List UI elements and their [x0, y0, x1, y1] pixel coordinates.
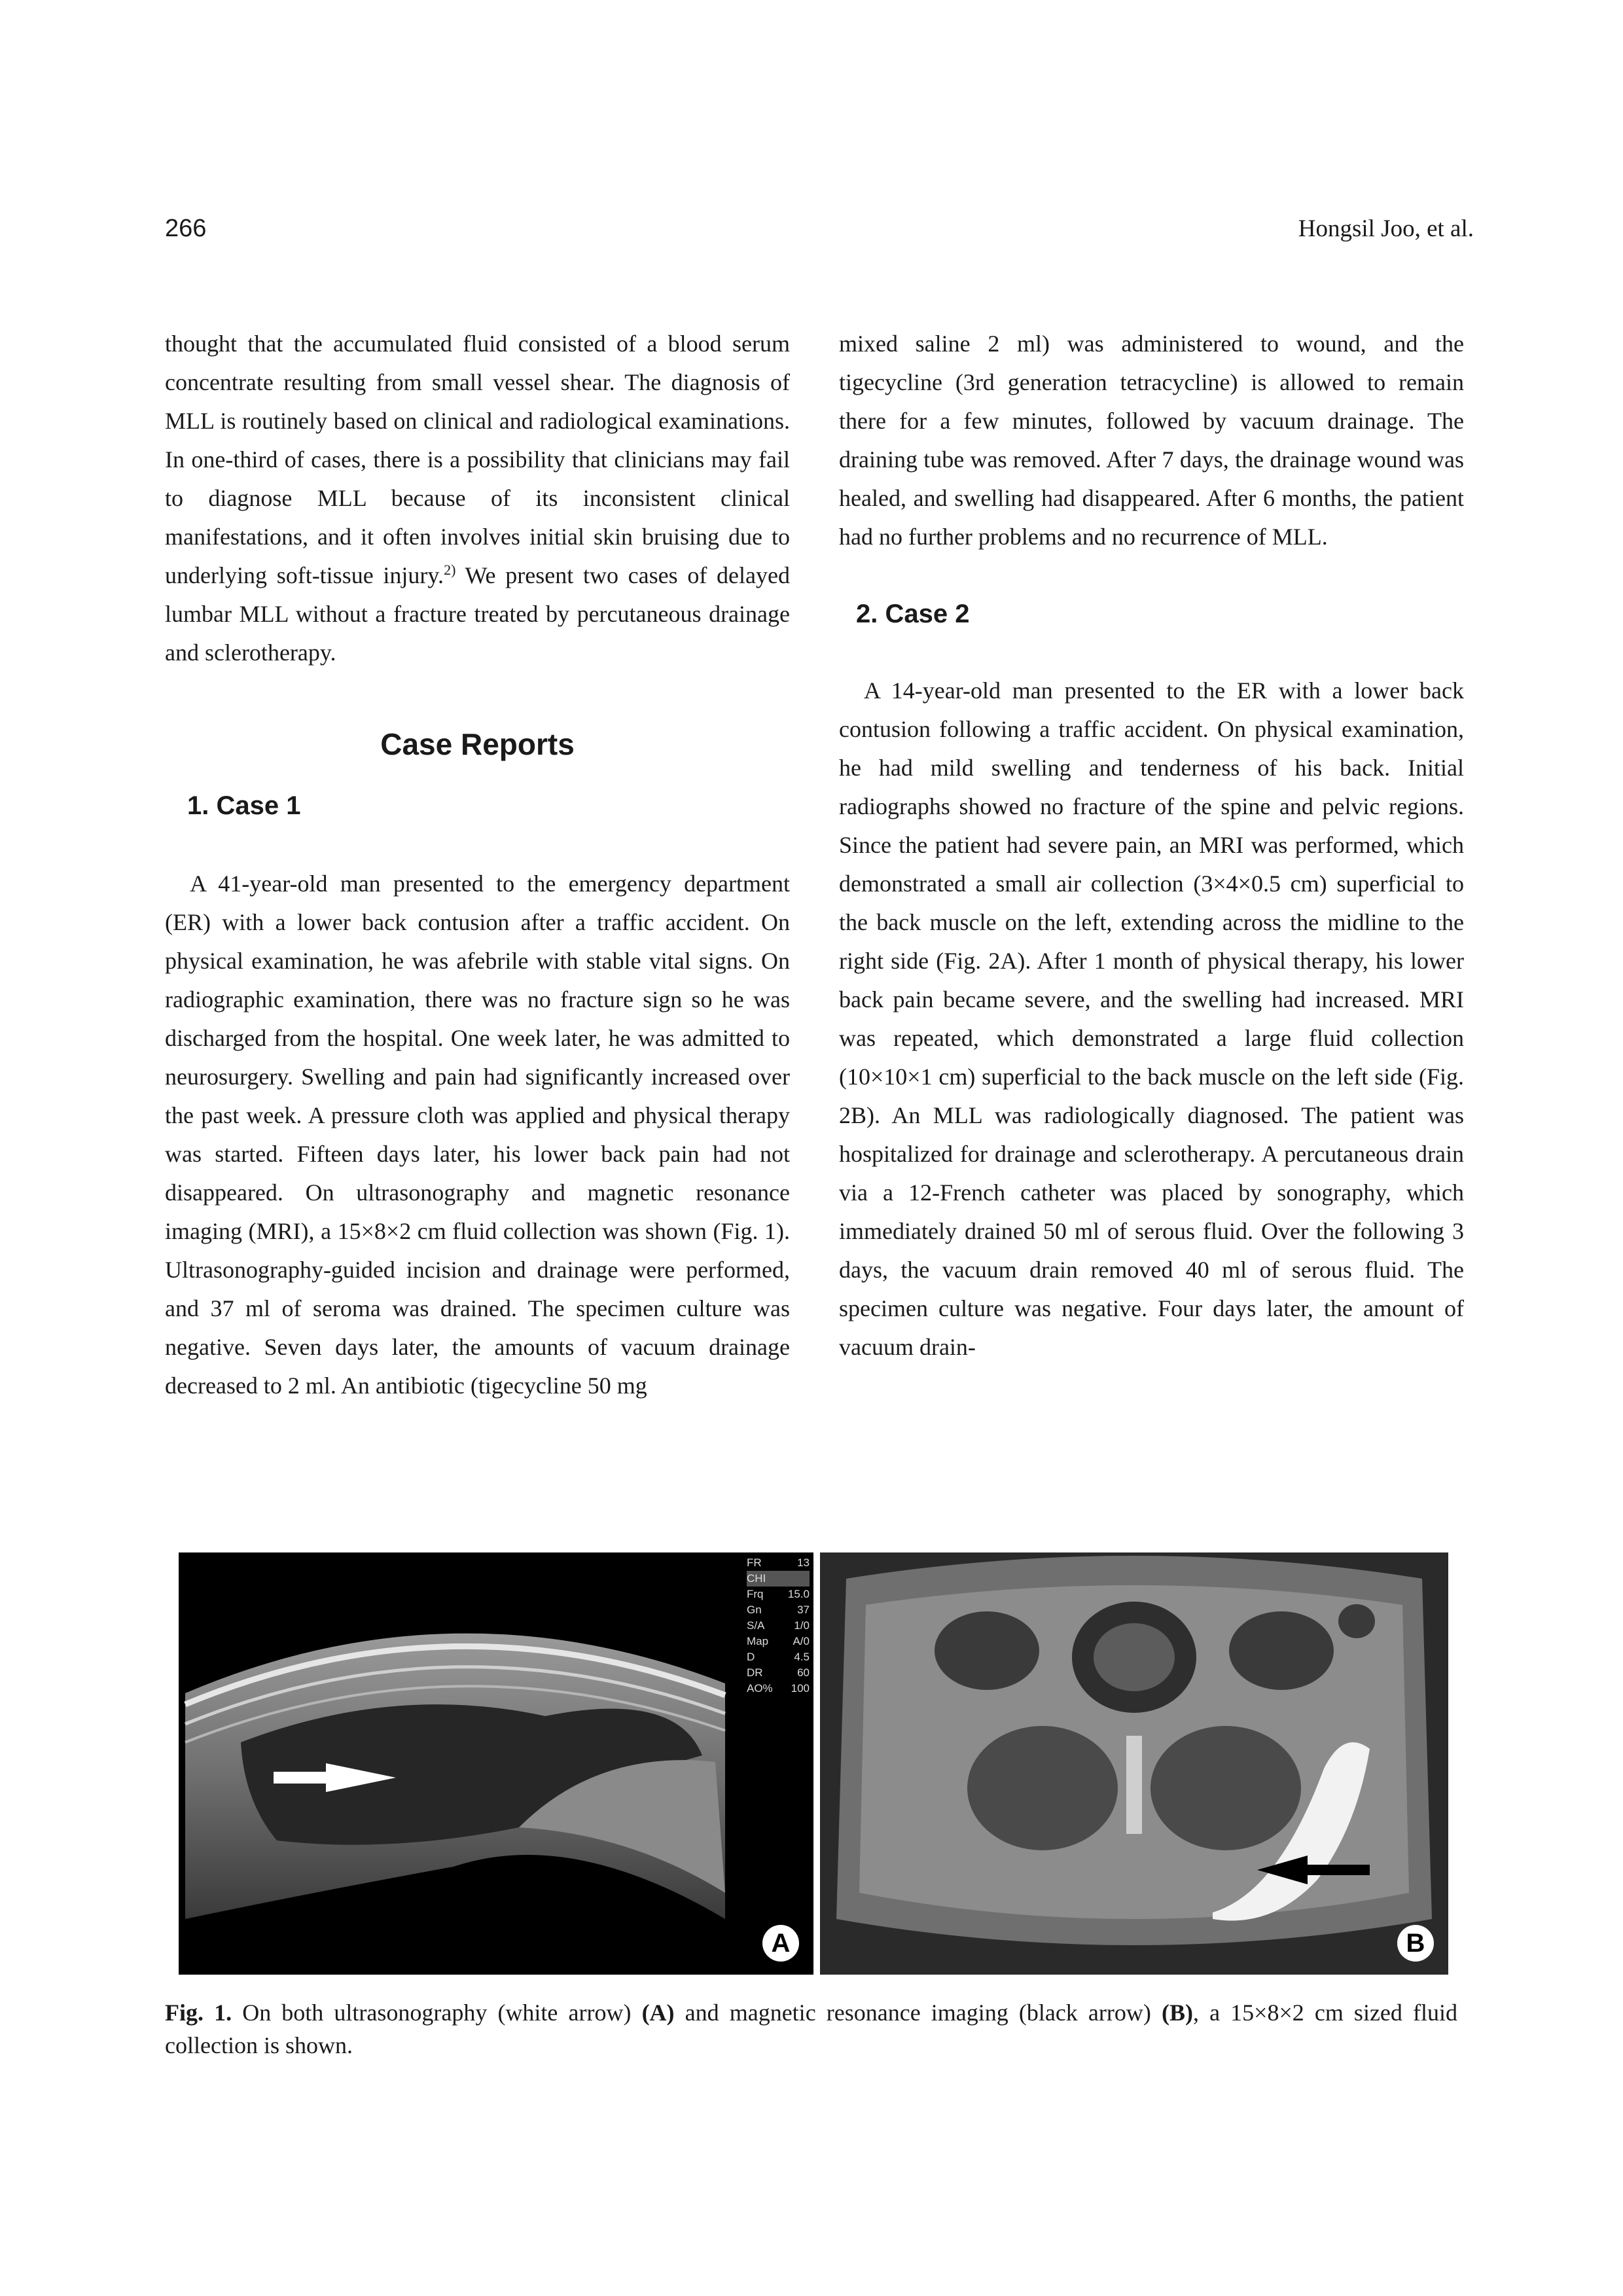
left-column — [165, 325, 790, 1405]
case2-heading: 2. Case 2 — [856, 600, 970, 628]
readout-row: FR 13 — [747, 1556, 810, 1569]
caption-ref-a: (A) — [641, 2000, 675, 2026]
intro-text-tail: We present two cases of delayed lumbar MLL without a fracture treated by percutaneous drainage and sclerotherapy. — [165, 562, 790, 666]
readout-row: DR 60 — [747, 1666, 810, 1679]
readout-row: Map A/0 — [747, 1635, 810, 1647]
mri-image — [820, 1552, 1448, 1975]
intro-text: thought that the accumulated fluid consisted of a blood serum concentrate resulting from small vessel shear. The diagnosis of MLL is routinely based on clinical and radiological examinations. In one-third of cases, there is a possibility that clinicians may fail to diagnose MLL because of its inconsistent clinical manifestations, and it often involves initial skin bruising due to underlying soft-tissue injury. — [165, 331, 790, 588]
mri-illustration — [820, 1552, 1448, 1975]
readout-row: D 4.5 — [747, 1651, 810, 1663]
intro-paragraph — [165, 325, 790, 672]
figure-1 — [179, 1552, 1448, 1975]
intro-reference: 2) — [444, 562, 456, 578]
readout-row: Frq 15.0 — [747, 1588, 810, 1600]
readout-row: S/A 1/0 — [747, 1619, 810, 1632]
running-author: Hongsil Joo, et al. — [1298, 215, 1474, 242]
readout-row: AO% 100 — [747, 1682, 810, 1695]
readout-row: CHI — [747, 1571, 810, 1587]
caption-text-1: On both ultrasonography (white arrow) — [232, 2000, 642, 2026]
readout-row: Gn 37 — [747, 1604, 810, 1616]
caption-ref-b: (B) — [1161, 2000, 1193, 2026]
caption-text-2: and magnetic resonance imaging (black arrow) — [674, 2000, 1162, 2026]
right-column — [839, 325, 1464, 1367]
ultrasound-image — [179, 1552, 813, 1975]
caption-label: Fig. 1. — [165, 2000, 232, 2026]
panel-label-a: A — [762, 1925, 799, 1962]
ultrasound-readout — [747, 1555, 810, 1696]
case2-paragraph: A 14-year-old man presented to the ER with a lower back contusion following a traffic accident. On physical examination, he had mild swelling and tenderness of his back. Initial radiographs showed no fracture of the spine and pelvic regions. Since the patient had severe pain, an MRI was performed, which demonstrated a small air collection (3×4×0.5 cm) superficial to the back muscle on the left, extending across the midline to the right side (Fig. 2A). After 1 month of physical therapy, his lower back pain became severe, and the swelling had increased. MRI was repeated, which demonstrated a large fluid collection (10×10×1 cm) superficial to the back muscle on the left side (Fig. 2B). An MLL was radiologically diagnosed. The patient was hospitalized for drainage and sclerotherapy. A percutaneous drain via a 12-French catheter was placed by sonography, which immediately drained 50 ml of serous fluid. Over the following 3 days, the vacuum drain removed 40 ml of serous fluid. The specimen culture was negative. Four days later, the amount of vacuum drain- — [839, 677, 1464, 1360]
caption-text-3: , a 15×8×2 cm sized fluid collection is shown. — [165, 2000, 1457, 2058]
section-title: Case Reports — [380, 727, 575, 761]
panel-label-b: B — [1397, 1925, 1434, 1962]
case1-heading: 1. Case 1 — [187, 791, 301, 820]
case1-paragraph: A 41-year-old man presented to the emergency department (ER) with a lower back contusion after a traffic accident. On physical examination, he was afebrile with stable vital signs. On radiographic examination, there was no fracture sign so he was discharged from the hospital. One week later, he was admitted to neurosurgery. Swelling and pain had significantly increased over the past week. A pressure cloth was applied and physical therapy was started. Fifteen days later, his lower back pain had not disappeared. On ultrasonography and magnetic resonance imaging (MRI), a 15×8×2 cm fluid collection was shown (Fig. 1). Ultrasonography-guided incision and drainage were performed, and 37 ml of seroma was drained. The specimen culture was negative. Seven days later, the amounts of vacuum drainage decreased to 2 ml. An antibiotic (tigecycline 50 mg — [165, 870, 790, 1399]
continuation-paragraph: mixed saline 2 ml) was administered to wound, and the tigecycline (3rd generation tetracycline) is allowed to remain there for a few minutes, followed by vacuum drainage. The draining tube was removed. After 7 days, the drainage wound was healed, and swelling had disappeared. After 6 months, the patient had no further problems and no recurrence of MLL. — [839, 331, 1464, 550]
figure-caption — [165, 1996, 1457, 2062]
ultrasound-illustration — [179, 1552, 813, 1975]
page-number: 266 — [165, 215, 207, 242]
